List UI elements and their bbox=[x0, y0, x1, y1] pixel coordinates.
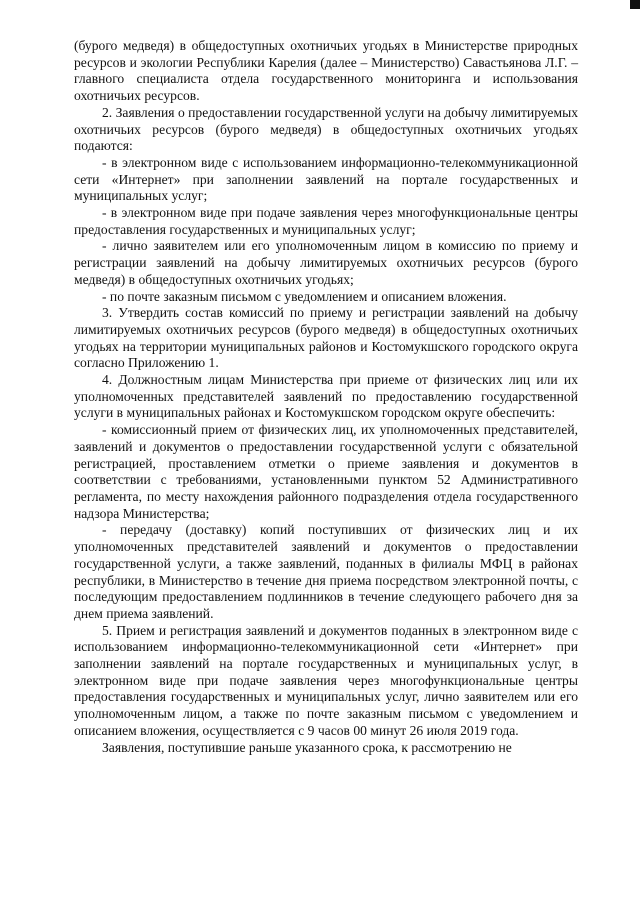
list-item-transfer-copies: - передачу (доставку) копий поступивших от физических лиц и их уполномоченных представителей заявлений и документов о предоставлении государственной услуги, а также заявлений, поданных в филиалы МФЦ в районах республики, в Министерство в течение дня приема посредством электронной почты, с последующим предоставлением подлинников в течение следующего рабочего дня за днем приема заявлений. bbox=[74, 522, 578, 621]
scan-corner-mark bbox=[630, 0, 640, 9]
list-item-electronic-portal: - в электронном виде с использованием информационно-телекоммуникационной сети «Интернет» при заполнении заявлений на портале государственных и муниципальных услуг; bbox=[74, 154, 578, 204]
paragraph-final: Заявления, поступившие раньше указанного срока, к рассмотрению не bbox=[102, 739, 512, 755]
list-item-commission-reception: - комиссионный прием от физических лиц, их уполномоченных представителей, заявлений и документов о предоставлении государственной услуги с обязательной регистрацией, проставлением отметки о приеме заявления и документов в соответствии с требованиями, установленными пунктом 52 Административного регламента, по месту нахождения районного подразделения отдела государственного надзора Министерства; bbox=[74, 422, 578, 521]
list-item-electronic-mfc: - в электронном виде при подаче заявления через многофункциональные центры предоставления государственных и муниципальных услуг; bbox=[74, 205, 578, 237]
document-body bbox=[74, 38, 578, 756]
paragraph-2: 2. Заявления о предоставлении государственной услуги на добычу лимитируемых охотничьих ресурсов (бурого медведя) в общедоступных охотничьих угодьях подаются: bbox=[74, 104, 578, 154]
list-item-by-mail: - по почте заказным письмом с уведомлением и описанием вложения. bbox=[102, 288, 507, 304]
paragraph-3: 3. Утвердить состав комиссий по приему и регистрации заявлений на добычу лимитируемых охотничьих ресурсов (бурого медведя) в общедоступных охотничьих угодьях на территории муниципальных районов и Костомукшского городского округа согласно Приложению 1. bbox=[74, 305, 578, 371]
paragraph-continuation: (бурого медведя) в общедоступных охотничьих угодьях в Министерстве природных ресурсов и экологии Республики Карелия (далее – Министерство) Савастьянова Л.Г. – главного специалиста отдела государственного мониторинга и использования охотничьих ресурсов. bbox=[74, 38, 578, 104]
paragraph-4: 4. Должностным лицам Министерства при приеме от физических лиц или их уполномоченных представителей заявлений по предоставлению государственной услуги в муниципальных районах и Костомукшском городском округе обеспечить: bbox=[74, 372, 578, 421]
list-item-in-person: - лично заявителем или его уполномоченным лицом в комиссию по приему и регистрации заявлений на добычу лимитируемых охотничьих ресурсов (бурого медведя) в общедоступных охотничьих угодьях; bbox=[74, 238, 578, 287]
paragraph-5: 5. Прием и регистрация заявлений и документов поданных в электронном виде с использованием информационно-телекоммуникационной сети «Интернет» при заполнении заявлений на портале государственных и муниципальных услуг, в электронном виде при подаче заявления через многофункциональные центры предоставления государственных и муниципальных услуг, лично заявителем или его уполномоченным лицом, а также по почте заказным письмом с уведомлением и описанием вложения, осуществляется с 9 часов 00 минут 26 июля 2019 года. bbox=[74, 622, 578, 738]
